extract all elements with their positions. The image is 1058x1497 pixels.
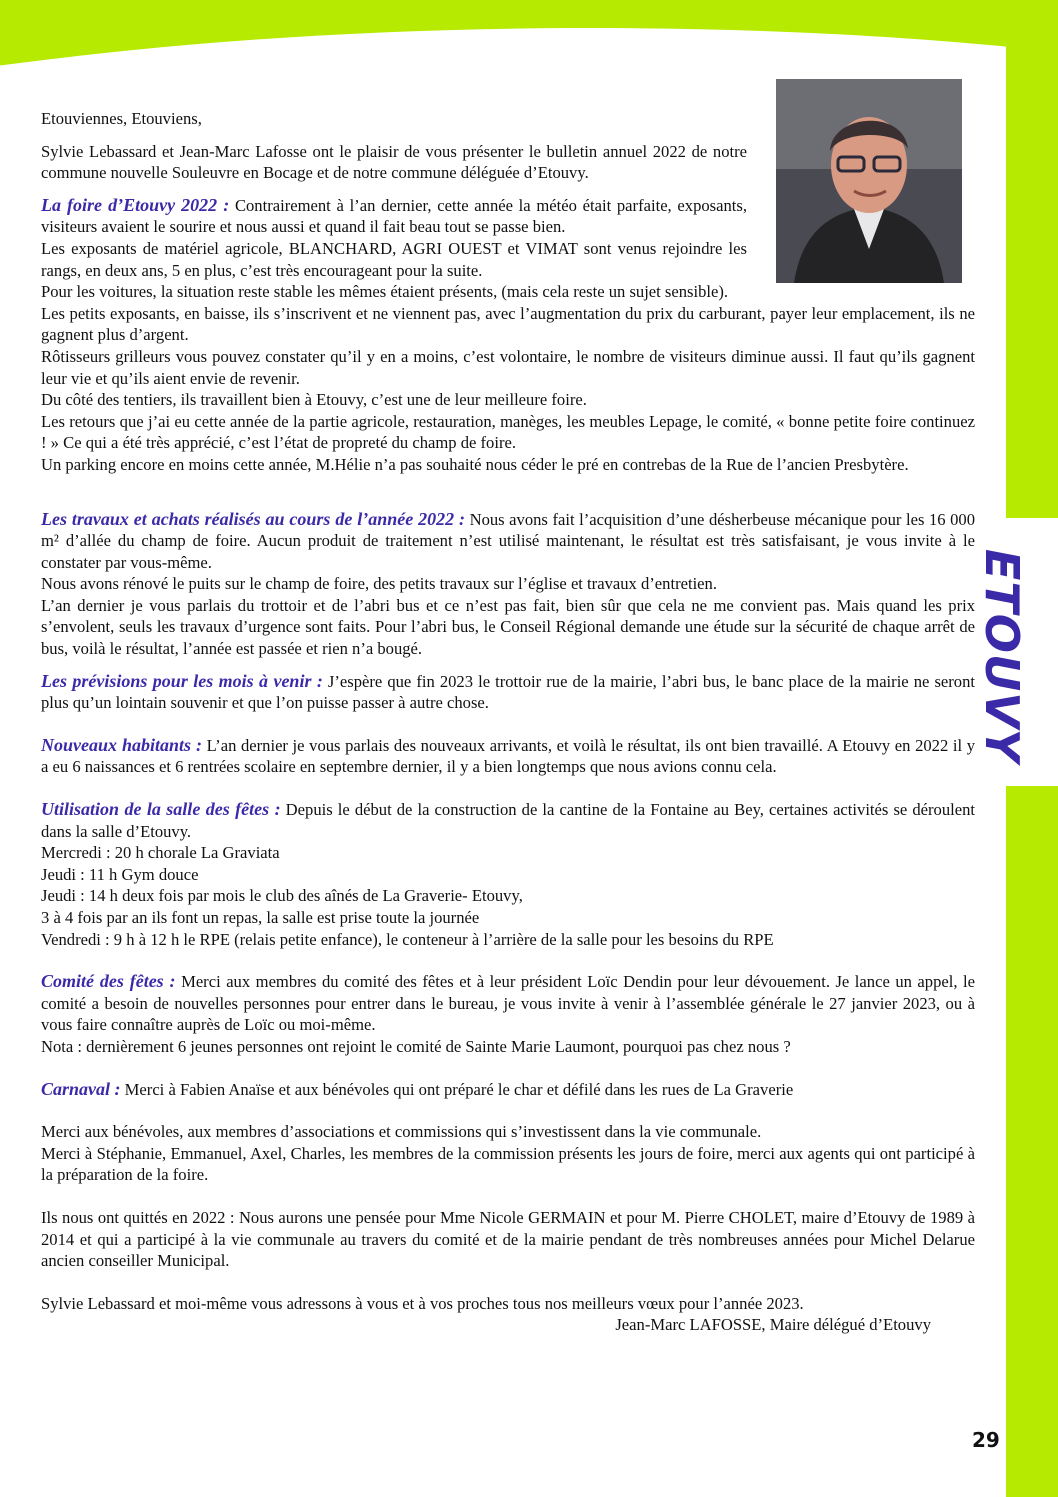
section-carnaval xyxy=(41,1079,975,1101)
section-travaux xyxy=(41,509,975,660)
section-comite xyxy=(41,971,975,1057)
intro-paragraph: Sylvie Lebassard et Jean-Marc Lafosse ont le plaisir de vous présenter le bulletin annuel 2022 de notre commune nouvelle Souleuvre en Bocage et de notre commune déléguée d’Etouvy. xyxy=(41,141,747,183)
salle-text: Depuis le début de la construction de la cantine de la Fontaine au Bey, certaines activités se déroulent dans la salle d’Etouvy. xyxy=(41,800,976,841)
wishes-text: Sylvie Lebassard et moi-même vous adressons à vous et à vos proches tous nos meilleurs vœux pour l’année 2023. xyxy=(41,1293,804,1313)
foire-text-3: Pour les voitures, la situation reste stable les mêmes étaient présents, (mais cela reste un sujet sensible). xyxy=(41,282,729,302)
in-memoriam-text: Ils nous ont quittés en 2022 : Nous aurons une pensée pour Mme Nicole GERMAIN et pour M. Pierre CHOLET, maire d’Etouvy de 1989 à 2014 et qui a participé à la vie communale au travers du comité et de la mairie pendant de très nombreuses années pour Michel Delarue ancien conseiller Municipal. xyxy=(41,1207,975,1271)
comite-text-1: Merci aux membres du comité des fêtes et à leur président Loïc Dendin pour leur dévouement. Je lance un appel, le comité a besoin de nouvelles personnes pour entrer dans le bureau, je vous invite à venir à l’assemblée générale le 27 janvier 2023, ou à vous faire connaître auprès de Loïc ou moi-même. xyxy=(41,972,975,1035)
heading-previsions: Les prévisions pour les mois à venir : xyxy=(41,670,323,691)
greeting: Etouviennes, Etouviens, xyxy=(41,109,202,128)
side-accent-bar-bottom xyxy=(1006,786,1058,1497)
foire-text-4: Les petits exposants, en baisse, ils s’inscrivent et ne viennent pas, avec l’augmentation du prix du carburant, payer leur emplacement, ils ne gagnent plus d’argent. xyxy=(41,303,975,345)
comite-text-2: Nota : dernièrement 6 jeunes personnes ont rejoint le comité de Sainte Marie Laumont, pourquoi pas chez nous ? xyxy=(41,1036,791,1056)
foire-text-8: Un parking encore en moins cette année, M.Hélie n’a pas souhaité nous céder le pré en contrebas de la Rue de l’ancien Presbytère. xyxy=(41,454,909,474)
thanks-text-1: Merci aux bénévoles, aux membres d’associations et commissions qui s’investissent dans la vie communale. xyxy=(41,1122,762,1142)
heading-comite: Comité des fêtes : xyxy=(41,971,176,992)
heading-salle: Utilisation de la salle des fêtes : xyxy=(41,799,281,820)
schedule-line: Jeudi : 14 h deux fois par mois le club des aînés de La Graverie- Etouvy, xyxy=(41,886,523,906)
travaux-text-3: L’an dernier je vous parlais du trottoir et de l’abri bus et ce n’est pas fait, bien sûr que cela ne me convient pas. Mais quand les prix s’envolent, seuls les travaux d’urgence sont faits. Pour l’abri bus, le Conseil Régional demande une étude sur la sécurité de chaque arrêt de bus, voilà le résultat, l’année est passée et rien n’a bougé. xyxy=(41,595,975,659)
top-decorative-band xyxy=(0,0,1058,90)
heading-travaux: Les travaux et achats réalisés au cours de l’année 2022 : xyxy=(41,508,466,529)
schedule-line: Mercredi : 20 h chorale La Graviata xyxy=(41,843,280,863)
foire-text-6: Du côté des tentiers, ils travaillent bien à Etouvy, c’est une de leur meilleure foire. xyxy=(41,390,587,410)
section-previsions xyxy=(41,671,975,714)
habitants-text: L’an dernier je vous parlais des nouveaux arrivants, et voilà le résultat, ils ont bien travaillé. A Etouvy en 2022 il y a eu 6 naissances et 6 rentrées scolaire en septembre dernier, il y a bien longtemps que nous avions connu cela. xyxy=(41,735,975,777)
foire-text-1: Contrairement à l’an dernier, cette année la météo était parfaite, exposants, visiteurs avaient le sourire et nous aussi et quand il fait beau tout se passe bien. xyxy=(41,195,748,237)
travaux-text-1: Nous avons fait l’acquisition d’une désherbeuse mécanique pour les 16 000 m² d’allée du champ de foire. Aucun produit de traitement n’est utilisé maintenant, le résultat est très satisfaisant, je vous invite à le constater par vous-même. xyxy=(41,509,975,572)
heading-foire: La foire d’Etouvy 2022 : xyxy=(41,194,230,215)
section-foire xyxy=(41,195,975,476)
travaux-text-2: Nous avons rénové le puits sur le champ de foire, des petits travaux sur l’église et travaux d’entretien. xyxy=(41,574,717,594)
previsions-text: J’espère que fin 2023 le trottoir rue de la mairie, l’abri bus, le banc place de la mairie ne seront plus qu’un lointain souvenir et que l’on puisse passer à autre chose. xyxy=(41,671,975,713)
page-number: 29 xyxy=(972,1428,1000,1452)
letter-body xyxy=(41,108,975,1336)
side-accent-bar-top xyxy=(1006,40,1058,518)
foire-text-7: Les retours que j’ai eu cette année de la partie agricole, restauration, manèges, les meubles Lepage, le comité, « bonne petite foire continuez ! » Ce qui a été très apprécié, c’est l’état de propreté du champ de foire. xyxy=(41,411,975,453)
section-habitants xyxy=(41,735,975,778)
heading-habitants: Nouveaux habitants : xyxy=(41,734,202,755)
side-title: ETOUVY xyxy=(975,548,1030,763)
carnaval-text: Merci à Fabien Anaïse et aux bénévoles qui ont préparé le char et défilé dans les rues de La Graverie xyxy=(124,1079,794,1099)
schedule-line: Jeudi : 11 h Gym douce xyxy=(41,864,199,884)
section-salle xyxy=(41,799,975,950)
foire-text-5: Rôtisseurs grilleurs vous pouvez constater qu’il y en a moins, c’est volontaire, le nombre de visiteurs diminue aussi. Il faut qu’ils gagnent leur vie et qu’ils aient envie de revenir. xyxy=(41,346,975,388)
schedule-line: Vendredi : 9 h à 12 h le RPE (relais petite enfance), le conteneur à l’arrière de la salle pour les besoins du RPE xyxy=(41,929,774,949)
heading-carnaval: Carnaval : xyxy=(41,1078,121,1099)
foire-text-2: Les exposants de matériel agricole, BLANCHARD, AGRI OUEST et VIMAT sont venus rejoindre les rangs, en deux ans, 5 en plus, c’est très encourageant pour la suite. xyxy=(41,238,747,280)
schedule-line: 3 à 4 fois par an ils font un repas, la salle est prise toute la journée xyxy=(41,908,480,927)
thanks-text-2: Merci à Stéphanie, Emmanuel, Axel, Charles, les membres de la commission présents les jours de foire, merci aux agents qui ont participé à la préparation de la foire. xyxy=(41,1143,975,1185)
signature: Jean-Marc LAFOSSE, Maire délégué d’Etouvy xyxy=(615,1315,931,1335)
